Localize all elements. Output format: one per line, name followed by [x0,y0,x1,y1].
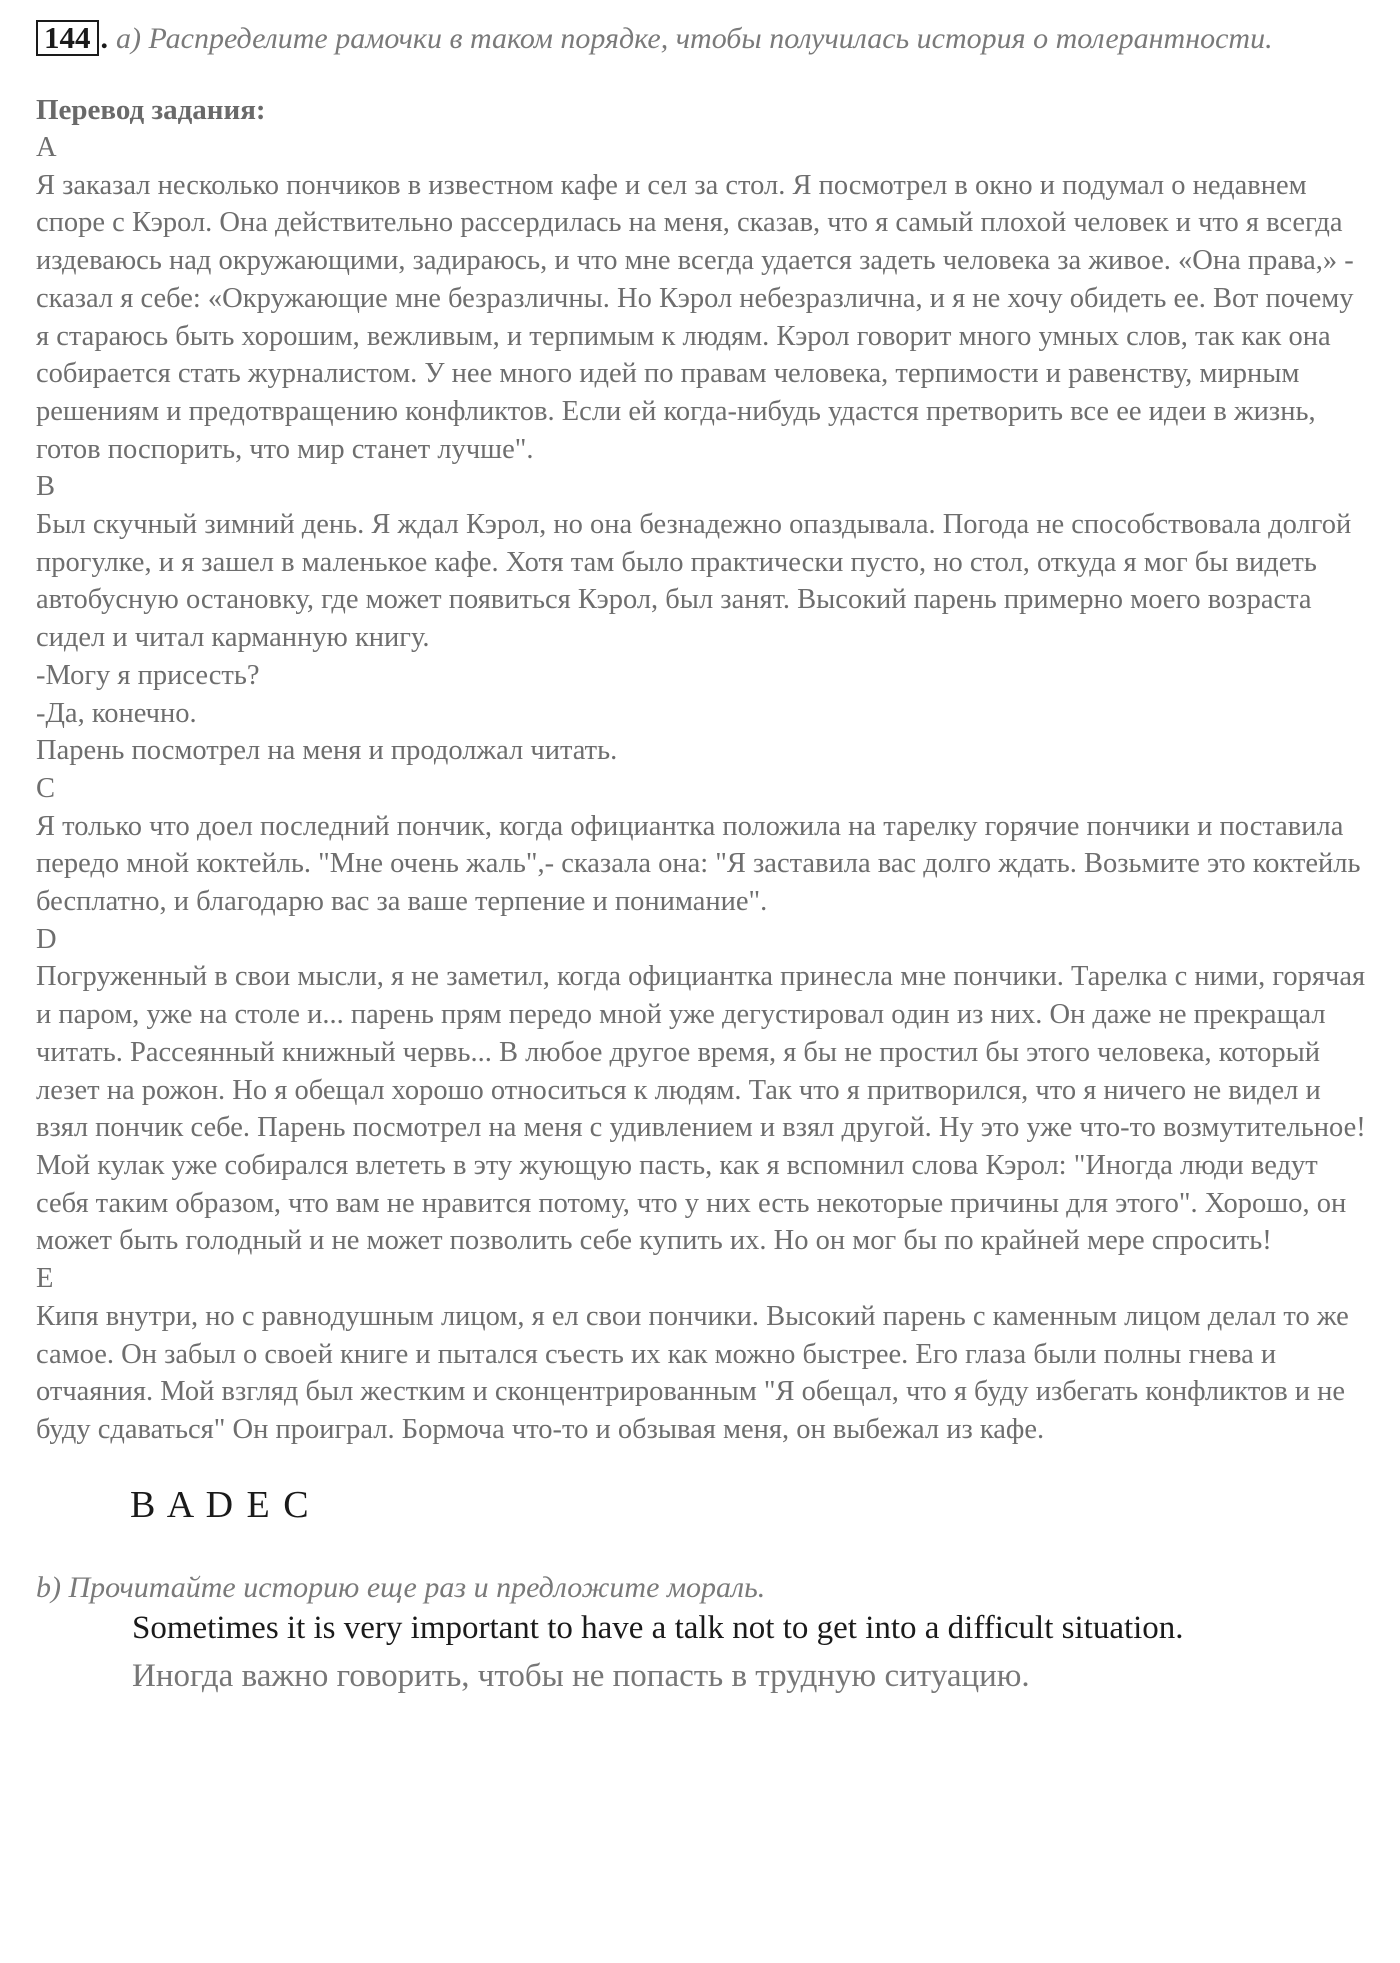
task-number-dot: . [100,22,108,55]
section-letter-c: C [36,772,56,804]
section-letter-d: D [36,923,57,955]
task-part-a: a) Распределите рамочки в таком порядке, чтобы получилась история о толерантности. [116,22,1273,55]
section-letter-b: B [36,471,56,503]
task-part-b: b) Прочитайте историю еще раз и предложите мораль. [36,1570,766,1604]
task-number-box: 144 [36,20,99,56]
answer-order: B A D E C [130,1483,311,1526]
section-text-c: Я только что доел последний пончик, когда официантка положила на тарелку горячие пончики и поставила передо мной коктейль. "Мне очень жаль",- сказала она: "Я заставила вас долго ждать. Возьмите это коктейль бесплатно, и благодарю вас за ваше терпение и понимание". [36,810,1361,918]
document-page [36,20,1366,1697]
section-letter-e: E [36,1263,54,1295]
section-text-b: Был скучный зимний день. Я ждал Кэрол, но она безнадежно опаздывала. Погода не способствовала долгой прогулке, и я зашел в маленькое кафе. Хотя там было практически пусто, но стол, откуда я мог бы видеть автобусную остановку, где может появиться Кэрол, был занят. Высокий парень примерно моего возраста сидел и читал карманную книгу. -Могу я присесть? -Да, конечно. Парень посмотрел на меня и продолжал читать. [36,509,1352,767]
section-text-d: Погруженный в свои мысли, я не заметил, когда официантка принесла мне пончики. Тарелка с ними, горячая и паром, уже на столе и... парень прям передо мной уже дегустировал один из них. Он даже не прекращал читать. Рассеянный книжный червь... В любое другое время, я бы не простил бы этого человека, который лезет на рожон. Но я обещал хорошо относиться к людям. Так что я притворился, что я ничего не видел и взял пончик себе. Парень посмотрел на меня с удивлением и взял другой. Ну это уже что-то возмутительное! Мой кулак уже собирался влететь в эту жующую пасть, как я вспомнил слова Кэрол: "Иногда люди ведут себя таким образом, что вам не нравится потому, что у них есть некоторые причины для этого". Хорошо, он может быть голодный и не может позволить себе купить их. Но он мог бы по крайней мере спросить! [36,961,1366,1257]
section-text-a: Я заказал несколько пончиков в известном кафе и сел за стол. Я посмотрел в окно и подумал о недавнем споре с Кэрол. Она действительно рассердилась на меня, сказав, что я самый плохой человек и что я всегда издеваюсь над окружающими, задираюсь, и что мне всегда удается задеть человека за живое. «Она права,» - сказал я себе: «Окружающие мне безразличны. Но Кэрол небезразлична, и я не хочу обидеть ее. Вот почему я стараюсь быть хорошим, вежливым, и терпимым к людям. Кэрол говорит много умных слов, так как она собирается стать журналистом. У нее много идей по правам человека, терпимости и равенству, мирным решениям и предотвращению конфликтов. Если ей когда-нибудь удастся претворить все ее идеи в жизнь, готов поспорить, что мир станет лучше". [36,169,1354,465]
task-header [36,20,1366,58]
moral-english: Sometimes it is very important to have a talk not to get into a difficult situation. [132,1609,1184,1646]
translation-title: Перевод задания: [36,94,266,126]
section-letter-a: A [36,132,57,163]
moral-russian: Иногда важно говорить, чтобы не попасть в трудную ситуацию. [132,1657,1030,1694]
section-text-e: Кипя внутри, но с равнодушным лицом, я ел свои пончики. Высокий парень с каменным лицом делал то же самое. Он забыл о своей книге и пытался съесть их как можно быстрее. Его глаза были полны гнева и отчаяния. Мой взгляд был жестким и сконцентрированным "Я обещал, что я буду избегать конфликтов и не буду сдаваться" Он проиграл. Бормоча что-то и обзывая меня, он выбежал из кафе. [36,1300,1349,1445]
